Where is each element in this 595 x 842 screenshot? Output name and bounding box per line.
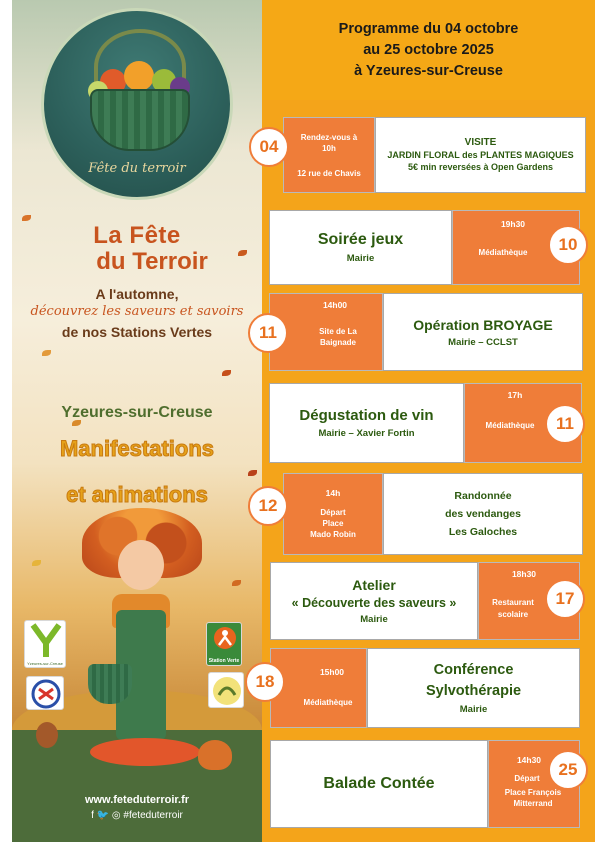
- event-17-organizer: Mairie: [360, 614, 388, 625]
- event-12-title-line3: Les Galoches: [448, 526, 518, 538]
- poster-title-line2: du Terroir: [96, 248, 208, 275]
- event-04-detail: 5€ min reversées à Open Gardens: [407, 162, 554, 172]
- event-11b-organizer: Mairie – Xavier Fortin: [318, 428, 415, 439]
- header-line1: Programme du 04 octobre: [338, 20, 519, 37]
- station-verte-logo-text: Station Verte: [208, 658, 240, 664]
- partner-logo-2-mark-icon: [209, 673, 244, 708]
- social-icons: f 🐦 ◎: [91, 810, 121, 821]
- event-25-time: 14h30: [516, 755, 542, 765]
- event-17-place-line1: Restaurant: [492, 598, 534, 607]
- poster-title-line1: La Fête: [93, 222, 181, 249]
- event-11a-place: Site de La Baignade: [319, 327, 357, 347]
- poster-town: Yzeures-sur-Creuse: [61, 404, 213, 421]
- event-18-title-box: [367, 648, 580, 728]
- event-18-place: Médiathèque: [303, 698, 353, 707]
- event-25-place-line3: Mitterrand: [513, 799, 553, 808]
- event-04-time-box: [283, 117, 375, 193]
- event-11a-title-box: [383, 293, 583, 371]
- event-18-title-line2: Sylvothérapie: [425, 683, 522, 699]
- event-11b-title-box: [269, 383, 464, 463]
- event-10-day-badge: 10: [548, 225, 588, 265]
- event-18-title-line1: Conférence: [433, 662, 514, 678]
- event-12-title-line1: Randonnée: [454, 490, 512, 502]
- yzeures-logo-mark-icon: [25, 621, 66, 659]
- social-handle: [12, 810, 262, 821]
- girl-skirt-illustration: [90, 738, 200, 766]
- emblem-caption: Fête du terroir: [88, 161, 186, 176]
- event-12-time-box: [283, 473, 383, 555]
- station-verte-logo: [206, 622, 242, 666]
- hashtag-text: #feteduterroir: [123, 810, 183, 821]
- partner-logo: [26, 676, 64, 710]
- event-11b-time: 17h: [507, 390, 523, 400]
- squirrel-illustration: [36, 722, 58, 748]
- event-18-organizer: Mairie: [459, 704, 488, 715]
- event-11a-day-badge: 11: [248, 313, 288, 353]
- poster-panel: [12, 0, 262, 842]
- event-11b-title: Dégustation de vin: [299, 407, 434, 424]
- event-12-place-line2: Place: [322, 519, 344, 528]
- poster-subtitle-line2: découvrez les saveurs et savoirs: [30, 304, 244, 319]
- fruit-illustration: [124, 61, 154, 91]
- event-04-title-line2: JARDIN FLORAL des PLANTES MAGIQUES: [387, 150, 574, 160]
- event-25-title-box: [270, 740, 488, 828]
- event-25-place-line2: Place François: [504, 788, 562, 797]
- leaf-decoration: [22, 215, 31, 221]
- event-11b-place: Médiathèque: [485, 421, 535, 430]
- event-04-place: 12 rue de Chavis: [297, 168, 361, 178]
- header-line2: au 25 octobre 2025: [363, 41, 494, 58]
- fox-illustration: [198, 740, 232, 770]
- header-line3: à Yzeures-sur-Creuse: [354, 62, 503, 79]
- leaf-decoration: [248, 470, 257, 476]
- programme-header: [262, 0, 595, 100]
- event-17-day-badge: 17: [545, 579, 585, 619]
- yzeures-logo-text: Yzeures-sur-Creuse: [27, 661, 63, 666]
- event-04-time: Rendez-vous à 10h: [300, 132, 358, 153]
- event-18-time-box: [270, 648, 367, 728]
- event-04-title-box: [375, 117, 586, 193]
- event-11a-title: Opération BROYAGE: [413, 316, 553, 333]
- event-10-place: Médiathèque: [478, 248, 528, 257]
- leaf-decoration: [232, 580, 241, 586]
- event-11a-organizer: Mairie – CCLST: [448, 336, 518, 348]
- fete-du-terroir-emblem: [41, 8, 233, 200]
- website-link[interactable]: www.feteduterroir.fr: [84, 794, 190, 806]
- event-11a-time: 14h00: [322, 300, 348, 310]
- event-12-title-box: [383, 473, 583, 555]
- partner-logo-2: [208, 672, 244, 708]
- event-25-place-line1: Départ: [514, 774, 540, 783]
- event-18-day-badge: 18: [245, 662, 285, 702]
- leaf-decoration: [42, 350, 51, 356]
- poster-subtitle-line1: A l'automne,: [95, 286, 179, 302]
- basket-illustration: [90, 89, 190, 151]
- yzeures-logo: [24, 620, 66, 668]
- girl-face-illustration: [118, 540, 164, 590]
- event-17-title-box: [270, 562, 478, 640]
- event-17-title-line1: Atelier: [352, 577, 396, 593]
- station-verte-mark-icon: [207, 623, 242, 657]
- event-25-day-badge: 25: [548, 750, 588, 790]
- partner-logo-mark-icon: [27, 677, 64, 710]
- bottom-strip: [262, 834, 595, 842]
- event-10-time: 19h30: [500, 219, 526, 229]
- event-12-place-line3: Mado Robin: [310, 530, 356, 539]
- leaf-decoration: [222, 370, 231, 376]
- event-10-title-box: [269, 210, 452, 285]
- poster-headline-line1: Manifestations: [59, 436, 215, 461]
- event-12-day-badge: 12: [248, 486, 288, 526]
- event-10-title: Soirée jeux: [317, 231, 404, 248]
- event-18-time: 15h00: [319, 667, 345, 677]
- poster-headline-line2: et animations: [66, 482, 208, 507]
- event-12-time: 14h: [325, 488, 341, 498]
- poster-subtitle-line3: de nos Stations Vertes: [61, 324, 213, 340]
- event-10-organizer: Mairie: [346, 253, 375, 264]
- event-12-place-line1: Départ: [320, 508, 346, 517]
- event-17-title-line2: « Découverte des saveurs »: [291, 596, 457, 610]
- event-25-title: Balade Contée: [323, 775, 435, 792]
- event-04-title-line1: VISITE: [464, 137, 497, 148]
- event-11b-day-badge: 11: [545, 404, 585, 444]
- event-17-time: 18h30: [511, 569, 537, 579]
- event-04-day-badge: 04: [249, 127, 289, 167]
- leaf-decoration: [32, 560, 41, 566]
- event-12-title-line2: des vendanges: [445, 508, 521, 520]
- event-17-place-line2: scolaire: [497, 610, 529, 619]
- vegetable-basket-illustration: [88, 664, 132, 704]
